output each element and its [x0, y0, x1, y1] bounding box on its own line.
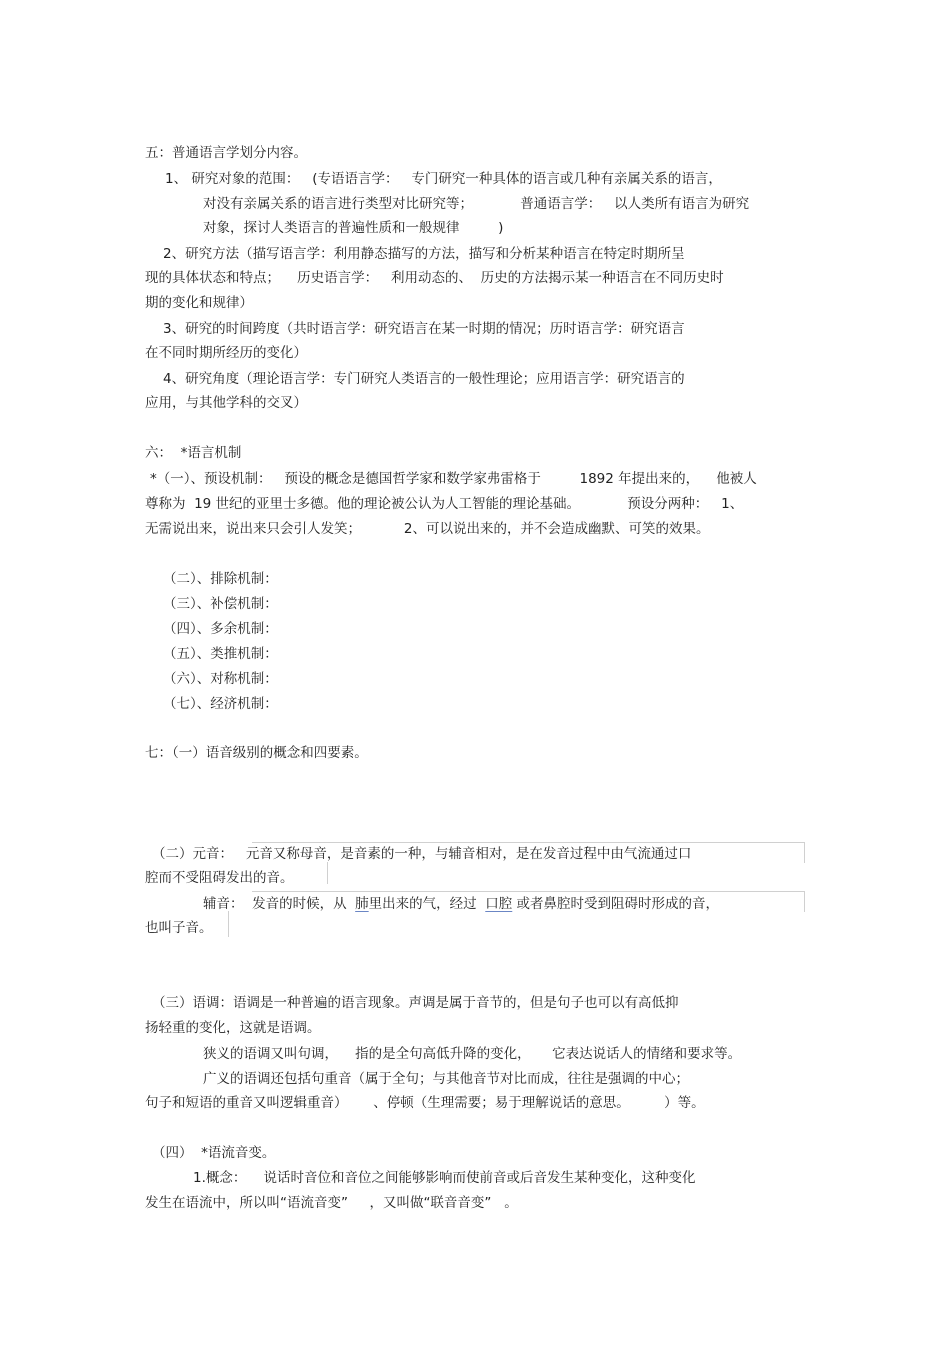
presupposition-line-1: *（一）、预设机制： 预设的概念是德国哲学家和数学家弗雷格于 1892 年提出来的， 他被人	[150, 471, 757, 487]
consonant-line-2: 也叫子音。	[145, 920, 213, 936]
sound-change-title: （四） *语流音变。	[152, 1145, 276, 1161]
item-2-line-1: 2、研究方法（描写语言学：利用静态描写的方法，描写和分析某种语言在特定时期所呈	[163, 246, 685, 262]
consonant-text: 里出来的气，经过	[368, 896, 486, 912]
intonation-broad-line-2: 句子和短语的重音又叫逻辑重音） 、停顿（生理需要；易于理解说话的意思。 ）等。	[145, 1095, 705, 1111]
item-2-line-3: 期的变化和规律）	[145, 295, 253, 311]
presupposition-line-3: 无需说出来，说出来只会引人发笑； 2、可以说出来的，并不会造成幽默、可笑的效果。	[145, 521, 710, 537]
section-7-title: 七：（一）语音级别的概念和四要素。	[145, 745, 368, 761]
lung-link[interactable]: 肺	[355, 896, 369, 912]
item-2-line-2: 现的具体状态和特点； 历史语言学： 利用动态的、 历史的方法揭示某一种语言在不同历史时	[145, 270, 724, 286]
consonant-text: 或者鼻腔时受到阻碍时形成的音，	[512, 896, 720, 912]
mechanism-item: （三）、补偿机制：	[163, 596, 278, 612]
oral-cavity-link[interactable]: 口腔	[485, 896, 513, 912]
mechanism-item: （五）、类推机制：	[163, 646, 278, 662]
section-5-title: 五：普通语言学划分内容。	[145, 145, 307, 161]
item-1-line-1: 1、 研究对象的范围： (专语语言学： 专门研究一种具体的语言或几种有亲属关系的语言，	[165, 171, 722, 187]
item-3-line-2: 在不同时期所经历的变化）	[145, 345, 307, 361]
vowel-line-2: 腔而不受阻碍发出的音。	[145, 870, 294, 886]
item-1-line-3: 对象，探讨人类语言的普遍性质和一般规律 )	[203, 220, 504, 236]
consonant-line-1	[203, 895, 719, 913]
section-6-title: 六： *语言机制	[145, 445, 242, 461]
presupposition-line-2: 尊称为 19 世纪的亚里士多德。他的理论被公认为人工智能的理论基础。 预设分两种： 1、	[145, 496, 744, 512]
item-3-line-1: 3、研究的时间跨度（共时语言学：研究语言在某一时期的情况；历时语言学：研究语言	[163, 321, 685, 337]
consonant-text: 辅音： 发音的时候，从	[203, 896, 356, 912]
mechanism-item: （六）、对称机制：	[163, 671, 278, 687]
intonation-line-2: 扬轻重的变化，这就是语调。	[145, 1020, 321, 1036]
vowel-line-1: （二）元音： 元音又称母音，是音素的一种，与辅音相对，是在发音过程中由气流通过口	[152, 846, 692, 862]
sound-change-line-1: 1.概念： 说话时音位和音位之间能够影响而使前音或后音发生某种变化，这种变化	[193, 1170, 696, 1186]
mechanism-item: （四）、多余机制：	[163, 621, 278, 637]
mechanism-item: （七）、经济机制：	[163, 696, 278, 712]
item-4-line-1: 4、研究角度（理论语言学：专门研究人类语言的一般性理论；应用语言学：研究语言的	[163, 371, 685, 387]
item-4-line-2: 应用，与其他学科的交叉）	[145, 395, 307, 411]
intonation-line-1: （三）语调：语调是一种普遍的语言现象。声调是属于音节的，但是句子也可以有高低抑	[152, 995, 679, 1011]
item-1-line-2: 对没有亲属关系的语言进行类型对比研究等； 普通语言学： 以人类所有语言为研究	[203, 196, 750, 212]
sound-change-line-2: 发生在语流中，所以叫“语流音变” ，又叫做“联音音变” 。	[145, 1195, 518, 1211]
intonation-narrow: 狭义的语调又叫句调， 指的是全句高低升降的变化， 它表达说话人的情绪和要求等。	[203, 1046, 742, 1062]
intonation-broad-line-1: 广义的语调还包括句重音（属于全句；与其他音节对比而成，往往是强调的中心；	[203, 1071, 689, 1087]
mechanism-item: （二）、排除机制：	[163, 571, 278, 587]
